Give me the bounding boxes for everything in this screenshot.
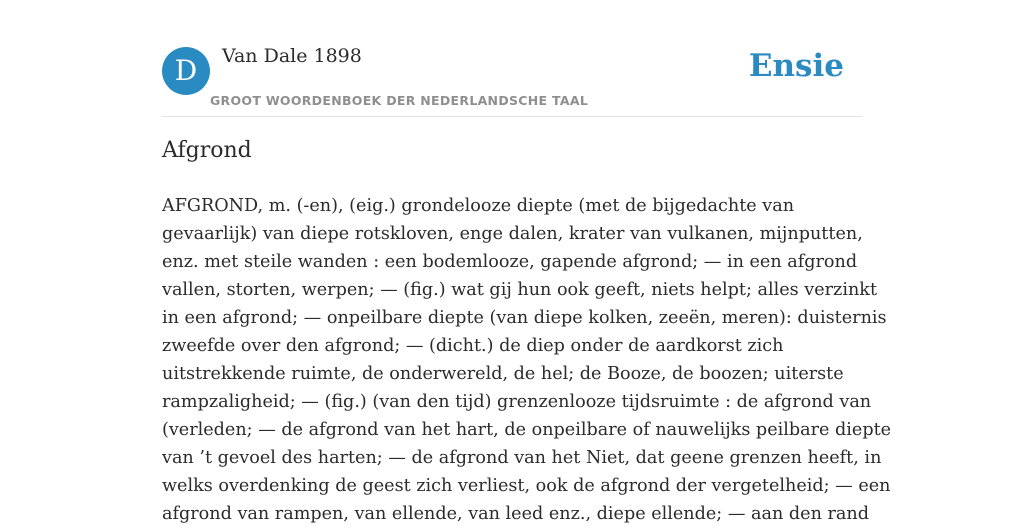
definition-line: welks overdenking de geest zich verliest, ook de afgrond der vergetelheid; — een (162, 476, 891, 496)
entry-title: Afgrond (162, 138, 252, 163)
definition-line: rampzaligheid; — (fig.) (van den tijd) grenzenlooze tijdsruimte : de afgrond van (162, 392, 872, 412)
dictionary-subtitle: GROOT WOORDENBOEK DER NEDERLANDSCHE TAAL (210, 93, 589, 108)
ensie-logo-link[interactable]: Ensie (748, 48, 844, 84)
definition-line: AFGROND, m. (-en), (eig.) grondelooze diepte (met de bijgedachte van (162, 196, 795, 216)
definition-line: gevaarlijk) van diepe rotskloven, enge dalen, krater van vulkanen, mijnputten, (162, 224, 863, 244)
dictionary-name[interactable]: Van Dale 1898 (222, 45, 362, 67)
definition-line: vallen, storten, werpen; — (fig.) wat gij hun ook geeft, niets helpt; alles verzinkt (162, 280, 878, 300)
definition-line: enz. met steile wanden : een bodemlooze, gapende afgrond; — in een afgrond (162, 252, 858, 272)
definition-line: uitstrekkende ruimte, de onderwereld, de hel; de Booze, de boozen; uiterste (162, 364, 844, 384)
entry-definition (162, 192, 892, 528)
definition-line: (verleden; — de afgrond van het hart, de onpeilbare of nauwelijks peilbare diepte (162, 420, 892, 440)
header (162, 0, 862, 117)
definition-line: van ’t gevoel des harten; — de afgrond van het Niet, dat geene grenzen heeft, in (162, 448, 882, 468)
definition-line: in een afgrond; — onpeilbare diepte (van diepe kolken, zeeën, meren): duisternis (162, 308, 887, 328)
dictionary-avatar[interactable]: D (162, 47, 210, 95)
definition-line: zweefde over den afgrond; — (dicht.) de diep onder de aardkorst zich (162, 336, 784, 356)
definition-line: afgrond van rampen, van ellende, van leed enz., diepe ellende; — aan den rand (162, 504, 869, 524)
